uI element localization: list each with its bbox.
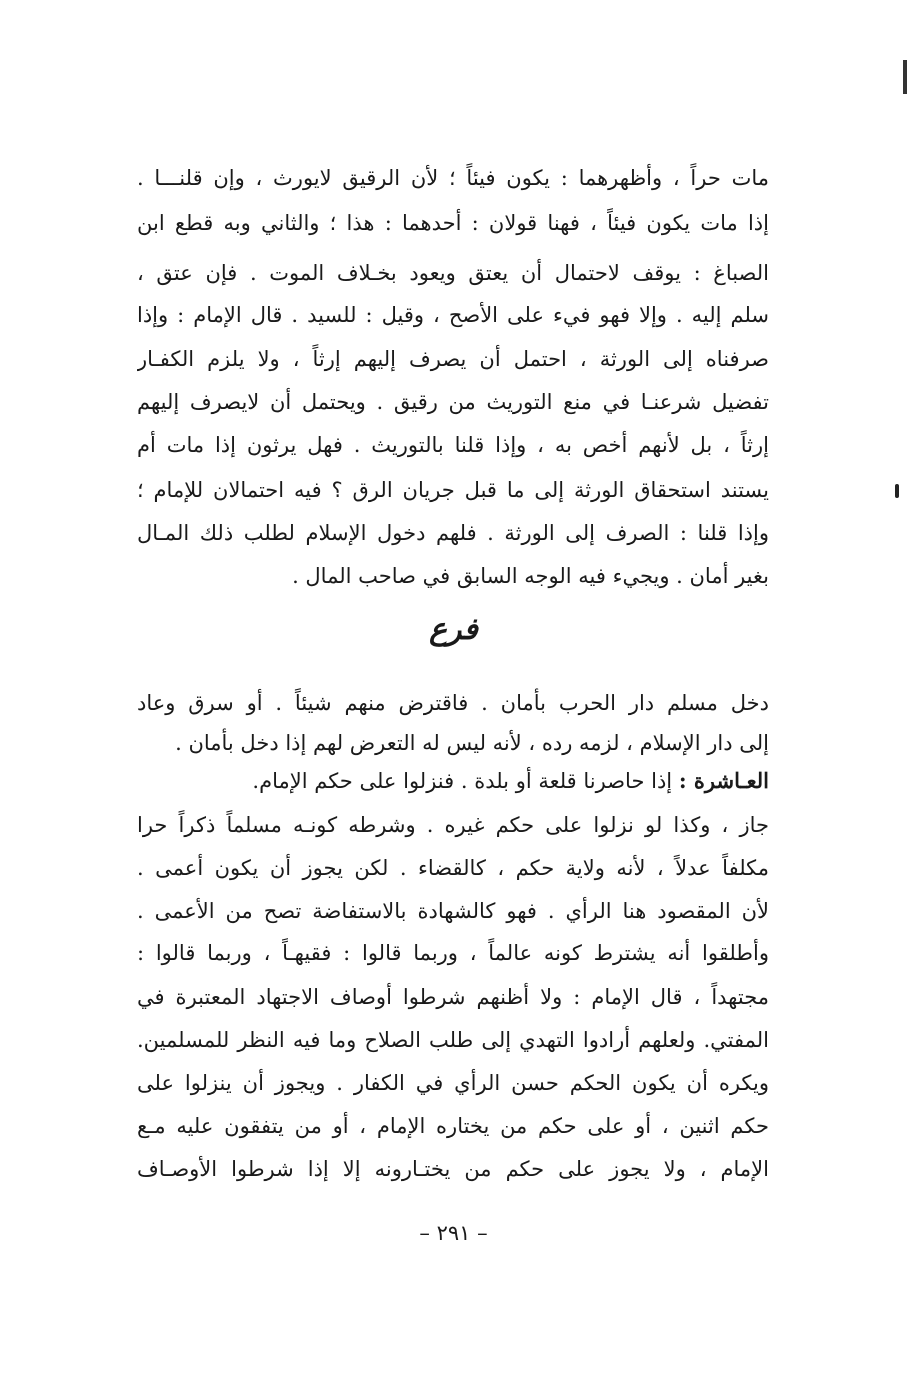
scan-edge-dot <box>895 484 899 498</box>
text-line: ويكره أن يكون الحكم حسن الرأي في الكفار . ويجوز أن ينزلوا على <box>137 1071 769 1095</box>
section-first-line-text: إذا حاصرنا قلعة أو بلدة . فنزلوا على حكم الإمام. <box>252 769 673 793</box>
text-line: إرثاً ، بل لأنهم أخص به ، وإذا قلنا بالتوريث . فهل يرثون إذا مات أم <box>137 433 769 457</box>
text-line: بغير أمان . ويجيء فيه الوجه السابق في صاحب المال . <box>292 564 769 588</box>
text-line: حكم اثنين ، أو على حكم من يختاره الإمام ، أو من يتفقون عليه مـع <box>137 1114 769 1138</box>
text-line: إذا مات يكون فيئاً ، فهنا قولان : أحدهما : هذا ؛ والثاني وبه قطع ابن <box>137 211 769 235</box>
text-line: المفتي. ولعلهم أرادوا التهدي إلى طلب الصلاح وما فيه النظر للمسلمين. <box>137 1028 769 1052</box>
text-line: دخل مسلم دار الحرب بأمان . فاقترض منهم شيئاً . أو سرق وعاد <box>137 691 769 715</box>
section-first-line <box>137 766 769 796</box>
text-line: مجتهداً ، قال الإمام : ولا أظنهم شرطوا أوصاف الاجتهاد المعتبرة في <box>137 985 769 1009</box>
text-line: يستند استحقاق الورثة إلى ما قبل جريان الرق ؟ فيه احتمالان للإمام ؛ <box>137 478 769 502</box>
text-line: مكلفاً عدلاً ، لأنه ولاية حكم ، كالقضاء . لكن يجوز أن يكون أعمى . <box>137 856 769 880</box>
section-heading: فرع <box>429 612 478 647</box>
text-line: الصباغ : يوقف لاحتمال أن يعتق ويعود بخـلاف الموت . فإن عتق ، <box>137 261 769 285</box>
text-line: تفضيل شرعنـا في منع التوريث من رقيق . ويحتمل أن لايصرف إليهم <box>137 390 769 414</box>
text-line: الإمام ، ولا يجوز على حكم من يختـارونه إلا إذا شرطوا الأوصـاف <box>137 1157 769 1181</box>
text-line: وإذا قلنا : الصرف إلى الورثة . فلهم دخول الإسلام لطلب ذلك المـال <box>137 521 769 545</box>
text-line: لأن المقصود هنا الرأي . فهو كالشهادة بالاستفاضة تصح من الأعمى . <box>137 899 769 923</box>
text-line: مات حراً ، وأظهرهما : يكون فيئاً ؛ لأن الرقيق لايورث ، وإن قلنـــا . <box>137 166 769 190</box>
text-line: إلى دار الإسلام ، لزمه رده ، لأنه ليس له التعرض لهم إذا دخل بأمان . <box>175 731 769 755</box>
page-number: – ٢٩١ – <box>419 1221 488 1245</box>
text-line: سلم إليه . وإلا فهو فيء على الأصح ، وقيل : للسيد . قال الإمام : وإذا <box>137 303 769 327</box>
scan-edge-mark <box>903 60 907 94</box>
text-line: صرفناه إلى الورثة ، احتمل أن يصرف إليهم إرثاً ، ولا يلزم الكفـار <box>137 347 769 371</box>
section-lead: العـاشرة : <box>678 768 769 793</box>
text-line: جاز ، وكذا لو نزلوا على حكم غيره . وشرطه كونـه مسلماً ذكراً حرا <box>137 813 769 837</box>
text-line: وأطلقوا أنه يشترط كونه عالماً ، وربما قالوا : فقيهـاً ، وربما قالوا : <box>137 941 769 965</box>
